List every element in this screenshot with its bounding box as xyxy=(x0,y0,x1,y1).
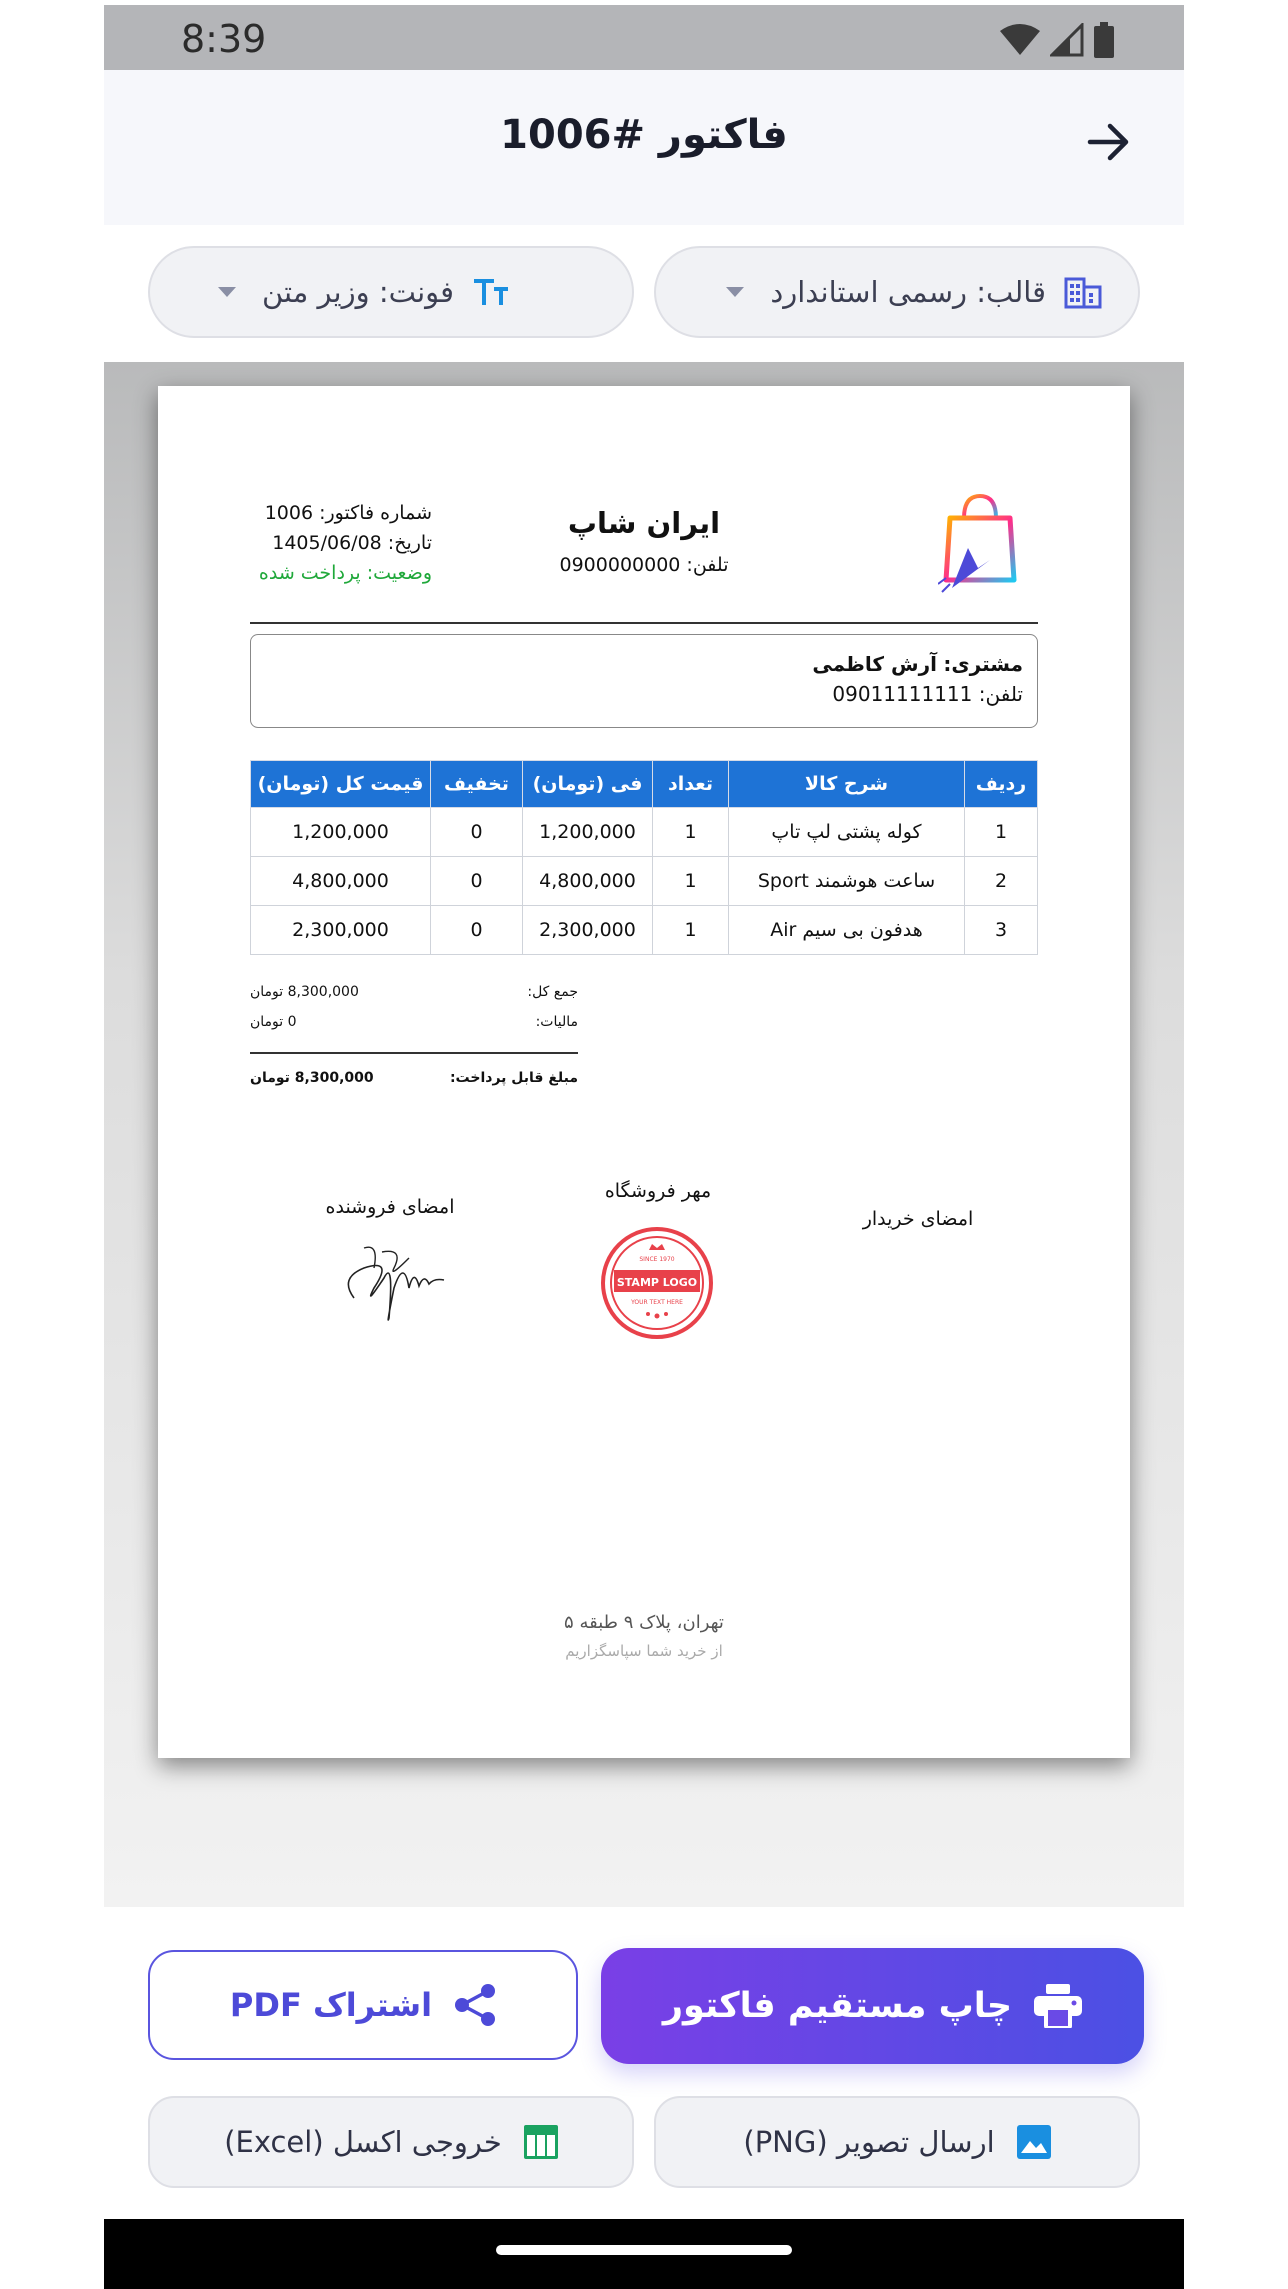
table-cell: 2,300,000 xyxy=(251,906,431,955)
table-row xyxy=(251,906,1038,955)
stamp-label: مهر فروشگاه xyxy=(604,1180,712,1202)
template-selector[interactable] xyxy=(654,246,1140,338)
shop-name: ایران شاپ xyxy=(567,506,721,540)
table-cell: 1,200,000 xyxy=(523,808,653,857)
table-row xyxy=(251,808,1038,857)
table-header-cell: فی (تومان) xyxy=(523,761,653,808)
customer-label: مشتری: xyxy=(943,652,1023,676)
font-selector[interactable] xyxy=(148,246,634,338)
invoice-date: تاریخ: 1405/06/08 xyxy=(272,532,432,554)
header-divider xyxy=(250,622,1038,624)
customer-box xyxy=(250,634,1038,728)
tax-row xyxy=(250,1014,578,1030)
table-header-row xyxy=(251,761,1038,808)
export-excel-button[interactable] xyxy=(148,2096,634,2188)
page-title: فاکتور #1006 xyxy=(500,112,788,158)
chevron-down-icon xyxy=(218,287,236,297)
app-bar xyxy=(104,70,1184,225)
footer-address: تهران، پلاک ۹ طبقه ۵ xyxy=(564,1612,724,1633)
stamp-main-text: STAMP LOGO xyxy=(616,1276,698,1289)
share-icon xyxy=(454,1983,496,2027)
font-selector-label: فونت: وزیر متن xyxy=(261,275,454,309)
table-row xyxy=(251,857,1038,906)
table-cell: 0 xyxy=(431,857,523,906)
print-invoice-button[interactable] xyxy=(601,1948,1144,2064)
signal-icon xyxy=(1050,23,1084,57)
printer-icon xyxy=(1034,1984,1082,2028)
send-png-button[interactable] xyxy=(654,2096,1140,2188)
table-cell: هدفون بی سیم Air xyxy=(729,906,965,955)
invoice-paper xyxy=(158,386,1130,1758)
table-cell: ساعت هوشمند Sport xyxy=(729,857,965,906)
back-arrow-icon[interactable] xyxy=(1084,118,1132,166)
invoice-preview[interactable] xyxy=(104,362,1184,1907)
invoice-status: وضعیت: پرداخت شده xyxy=(258,562,432,584)
seller-signature-image xyxy=(334,1238,454,1328)
table-header-cell: شرح کالا xyxy=(729,761,965,808)
battery-icon xyxy=(1094,22,1114,58)
chevron-down-icon xyxy=(726,287,744,297)
table-cell: 0 xyxy=(431,906,523,955)
status-time: 8:39 xyxy=(181,17,267,61)
table-cell: 0 xyxy=(431,808,523,857)
system-nav-bar xyxy=(104,2219,1184,2289)
table-cell: 2 xyxy=(965,857,1038,906)
totals-divider xyxy=(250,1052,578,1054)
table-header-cell: قیمت کل (تومان) xyxy=(251,761,431,808)
footer-thanks: از خرید شما سپاسگزاریم xyxy=(565,1642,723,1660)
export-excel-label: خروجی اکسل (Excel) xyxy=(224,2125,502,2159)
share-pdf-button[interactable] xyxy=(148,1950,578,2060)
status-bar xyxy=(104,5,1184,70)
table-cell: 1 xyxy=(965,808,1038,857)
seller-signature-label: امضای فروشنده xyxy=(325,1196,455,1218)
customer-phone: تلفن: 09011111111 xyxy=(832,682,1023,706)
table-header-cell: تخفیف xyxy=(431,761,523,808)
payable-value: 8,300,000 تومان xyxy=(250,1070,374,1086)
stamp-top-text: SINCE 1970 xyxy=(639,1256,675,1263)
subtotal-row xyxy=(250,984,578,1000)
table-cell: 1 xyxy=(653,906,729,955)
shop-stamp xyxy=(600,1226,714,1340)
customer-name: آرش کاظمی xyxy=(812,652,937,676)
payable-label: مبلغ قابل پرداخت: xyxy=(449,1070,578,1086)
table-cell: 1,200,000 xyxy=(251,808,431,857)
share-pdf-label: اشتراک PDF xyxy=(229,1986,433,2024)
invoice-meta xyxy=(252,498,432,588)
table-header-cell: ردیف xyxy=(965,761,1038,808)
table-cell: کوله پشتی لپ تاپ xyxy=(729,808,965,857)
payable-row xyxy=(250,1070,578,1086)
subtotal-label: جمع کل: xyxy=(527,984,578,1000)
print-invoice-label: چاپ مستقیم فاکتور xyxy=(662,1986,1013,2026)
items-table xyxy=(250,760,1038,955)
send-png-label: ارسال تصویر (PNG) xyxy=(743,2125,995,2159)
phone-screen xyxy=(104,0,1184,2289)
shop-phone: تلفن: 0900000000 xyxy=(559,554,729,576)
spreadsheet-icon xyxy=(524,2125,558,2159)
table-cell: 4,800,000 xyxy=(251,857,431,906)
home-gesture-handle[interactable] xyxy=(496,2245,792,2255)
template-selector-label: قالب: رسمی استاندارد xyxy=(770,275,1046,309)
image-icon xyxy=(1017,2125,1051,2159)
stamp-bottom-text: YOUR TEXT HERE xyxy=(631,1299,683,1306)
table-cell: 1 xyxy=(653,857,729,906)
invoice-number: شماره فاکتور: 1006 xyxy=(264,502,432,524)
buyer-signature-label: امضای خریدار xyxy=(862,1208,974,1230)
tax-label: مالیات: xyxy=(535,1014,578,1030)
table-cell: 1 xyxy=(653,808,729,857)
building-icon xyxy=(1064,275,1102,309)
table-cell: 4,800,000 xyxy=(523,857,653,906)
table-cell: 2,300,000 xyxy=(523,906,653,955)
subtotal-value: 8,300,000 تومان xyxy=(250,984,359,1000)
table-cell: 3 xyxy=(965,906,1038,955)
wifi-icon xyxy=(1000,23,1040,57)
customer-line xyxy=(265,649,1023,679)
table-header-cell: تعداد xyxy=(653,761,729,808)
status-icons xyxy=(1000,22,1114,58)
text-size-icon xyxy=(472,277,510,307)
tax-value: 0 تومان xyxy=(250,1014,297,1030)
